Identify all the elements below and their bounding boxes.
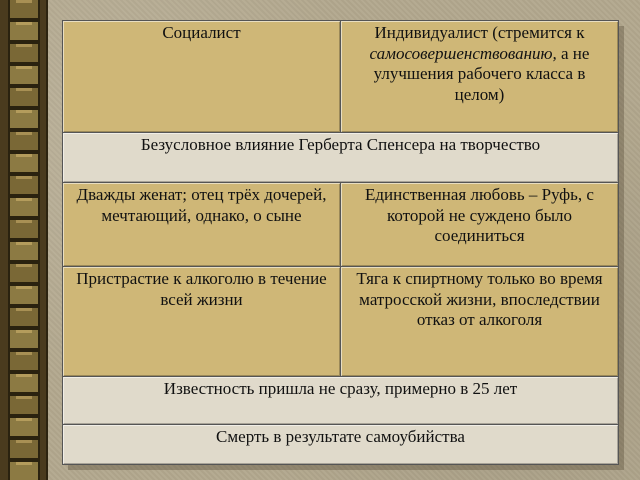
- cell-individualist-text-emphasis: самосовершенствованию,: [369, 43, 557, 63]
- cell-socialist: [63, 21, 341, 133]
- cell-alcohol-left-text: Пристрастие к алкоголю в течение всей жизни: [76, 269, 327, 309]
- cell-spencer-text: Безусловное влияние Герберта Спенсера на творчество: [140, 135, 541, 154]
- cell-individualist-text-suffix: а не улучшения рабочего класса в целом): [373, 43, 590, 105]
- cell-family-right-text: Единственная любовь – Руфь, с которой не суждено было соединиться: [365, 185, 594, 246]
- decorative-side-strip: [0, 0, 48, 480]
- cell-individualist-text-prefix: Индивидуалист (стремится к: [374, 23, 585, 42]
- table-row-header: [63, 21, 619, 133]
- cell-individualist: [341, 21, 619, 133]
- cell-spencer-influence: [63, 133, 619, 183]
- cell-fame: [63, 377, 619, 425]
- comparison-table-container: [62, 20, 618, 464]
- film-strip-pattern: [8, 0, 40, 480]
- cell-alcohol-right-text: Тяга к спиртному только во время матросской жизни, впоследствии отказ от алкоголя: [356, 269, 603, 330]
- cell-fame-text: Известность пришла не сразу, примерно в 25 лет: [163, 379, 518, 398]
- cell-family-left: [63, 183, 341, 267]
- table-row-family: [63, 183, 619, 267]
- comparison-table: [62, 20, 619, 465]
- cell-death-text: Смерть в результате самоубийства: [216, 427, 465, 446]
- cell-family-right: [341, 183, 619, 267]
- cell-death: [63, 425, 619, 465]
- table-row-alcohol: [63, 267, 619, 377]
- cell-alcohol-left: [63, 267, 341, 377]
- table-row-fame: [63, 377, 619, 425]
- table-row-spencer: [63, 133, 619, 183]
- cell-socialist-text: Социалист: [162, 23, 241, 42]
- table-row-death: [63, 425, 619, 465]
- cell-family-left-text: Дважды женат; отец трёх дочерей, мечтающий, однако, о сыне: [76, 185, 327, 225]
- cell-alcohol-right: [341, 267, 619, 377]
